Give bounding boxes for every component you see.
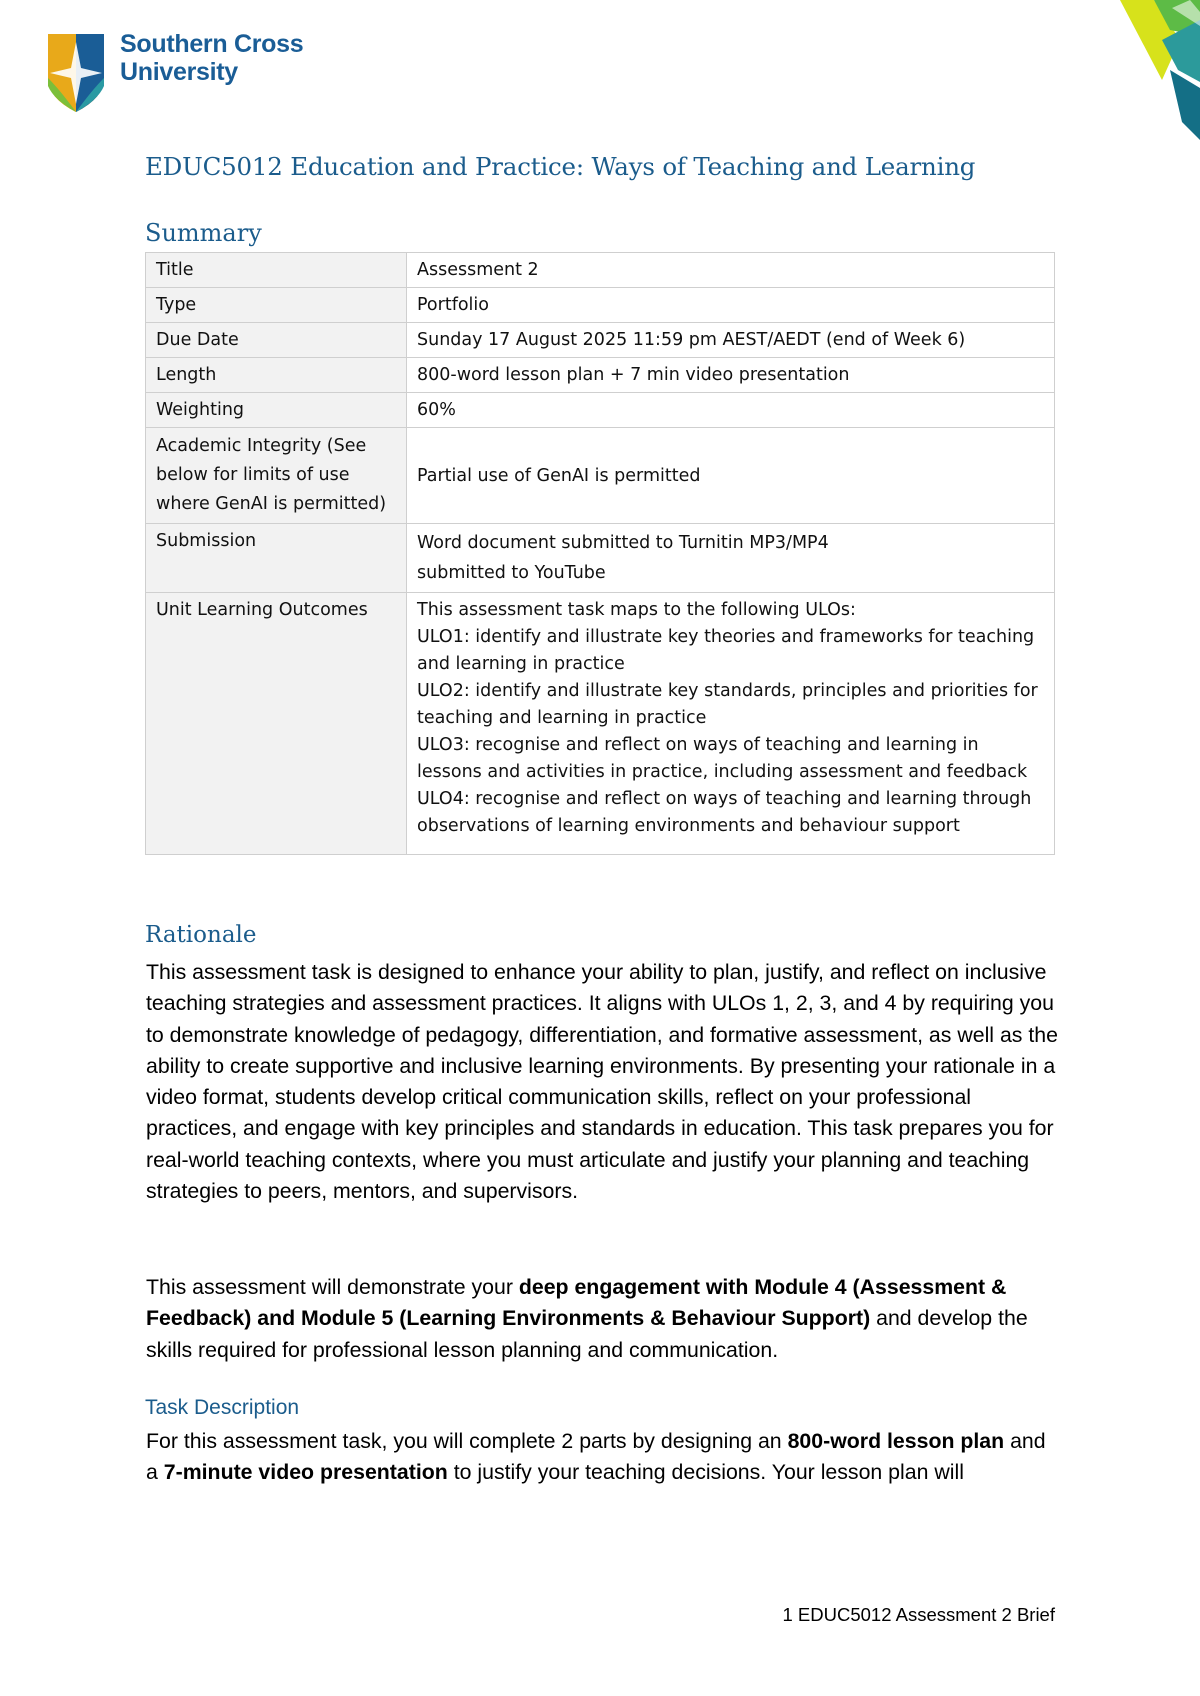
table-row (146, 358, 1055, 393)
text-run: For this assessment task, you will complete 2 parts by designing an (146, 1429, 788, 1453)
table-row (146, 323, 1055, 358)
shield-logo-icon (40, 28, 112, 116)
text-run: This assessment will demonstrate your (146, 1275, 519, 1299)
table-row (146, 524, 1055, 593)
ulo-item: ULO1: identify and illustrate key theories and frameworks for teaching and learning in practice (417, 627, 1035, 674)
row-value: Sunday 17 August 2025 11:59 pm AEST/AEDT (end of Week 6) (407, 323, 1055, 358)
row-value: 60% (407, 393, 1055, 428)
row-label: Unit Learning Outcomes (146, 593, 407, 855)
summary-heading: Summary (145, 219, 262, 247)
table-row (146, 253, 1055, 288)
rationale-paragraph: This assessment task is designed to enhance your ability to plan, justify, and reflect on inclusive teaching strategies and assessment practices. It aligns with ULOs 1, 2, 3, and 4 by requiring you to demonstrate knowledge of pedagogy, differentiation, and formative assessment, as well as the ability to create supportive and inclusive learning environments. By presenting your rationale in a video format, students develop critical communication skills, reflect on your professional practices, and engage with key principles and standards in education. This task prepares you for real-world teaching contexts, where you must articulate and justify your planning and teaching strategies to peers, mentors, and supervisors. (146, 960, 1058, 1204)
university-logo (40, 28, 310, 118)
table-row (146, 593, 1055, 855)
row-label: Type (146, 288, 407, 323)
row-value: Assessment 2 (407, 253, 1055, 288)
ulo-item: ULO4: recognise and reflect on ways of teaching and learning through observations of learning environments and behaviour support (417, 789, 1032, 836)
text-run: and develop the skills required for professional lesson planning and communication. (146, 1306, 1028, 1362)
corner-decoration-graphic (1050, 0, 1200, 140)
table-row (146, 288, 1055, 323)
document-title: EDUC5012 Education and Practice: Ways of Teaching and Learning (145, 152, 976, 181)
row-value (407, 593, 1055, 855)
logo-line-1: Southern Cross (120, 30, 304, 58)
table-row (146, 393, 1055, 428)
submission-line: Word document submitted to Turnitin MP3/MP4 (417, 533, 829, 553)
table-row (146, 428, 1055, 524)
module-engagement-paragraph (146, 1272, 1061, 1366)
page-footer: 1 EDUC5012 Assessment 2 Brief (782, 1604, 1055, 1625)
submission-line: submitted to YouTube (417, 563, 606, 583)
row-value: 800-word lesson plan + 7 min video presentation (407, 358, 1055, 393)
bold-run: deep engagement with Module 4 (Assessment & Feedback) and Module 5 (Learning Environments & Behaviour Support) (146, 1275, 1007, 1331)
rationale-heading: Rationale (145, 922, 257, 948)
ulo-item: ULO3: recognise and reflect on ways of teaching and learning in lessons and activities in practice, including assessment and feedback (417, 735, 1028, 782)
row-label: Title (146, 253, 407, 288)
row-value: Portfolio (407, 288, 1055, 323)
row-value: Partial use of GenAI is permitted (407, 428, 1055, 524)
logo-line-2: University (120, 58, 238, 86)
row-label: Submission (146, 524, 407, 593)
row-label: Weighting (146, 393, 407, 428)
ulo-intro: This assessment task maps to the following ULOs: (417, 600, 856, 620)
row-label: Length (146, 358, 407, 393)
bold-run: 800-word lesson plan (787, 1429, 1005, 1453)
text-run: and a (146, 1429, 1046, 1485)
row-value (407, 524, 1055, 593)
task-description-heading: Task Description (145, 1396, 300, 1419)
summary-table (145, 252, 1055, 855)
row-label: Academic Integrity (See below for limits of use where GenAI is permitted) (146, 428, 407, 524)
text-run: to justify your teaching decisions. Your lesson plan will (447, 1460, 964, 1485)
task-description-paragraph (146, 1426, 1061, 1489)
bold-run: 7-minute video presentation (163, 1460, 448, 1485)
ulo-item: ULO2: identify and illustrate key standards, principles and priorities for teaching and learning in practice (417, 681, 1038, 728)
row-label: Due Date (146, 323, 407, 358)
